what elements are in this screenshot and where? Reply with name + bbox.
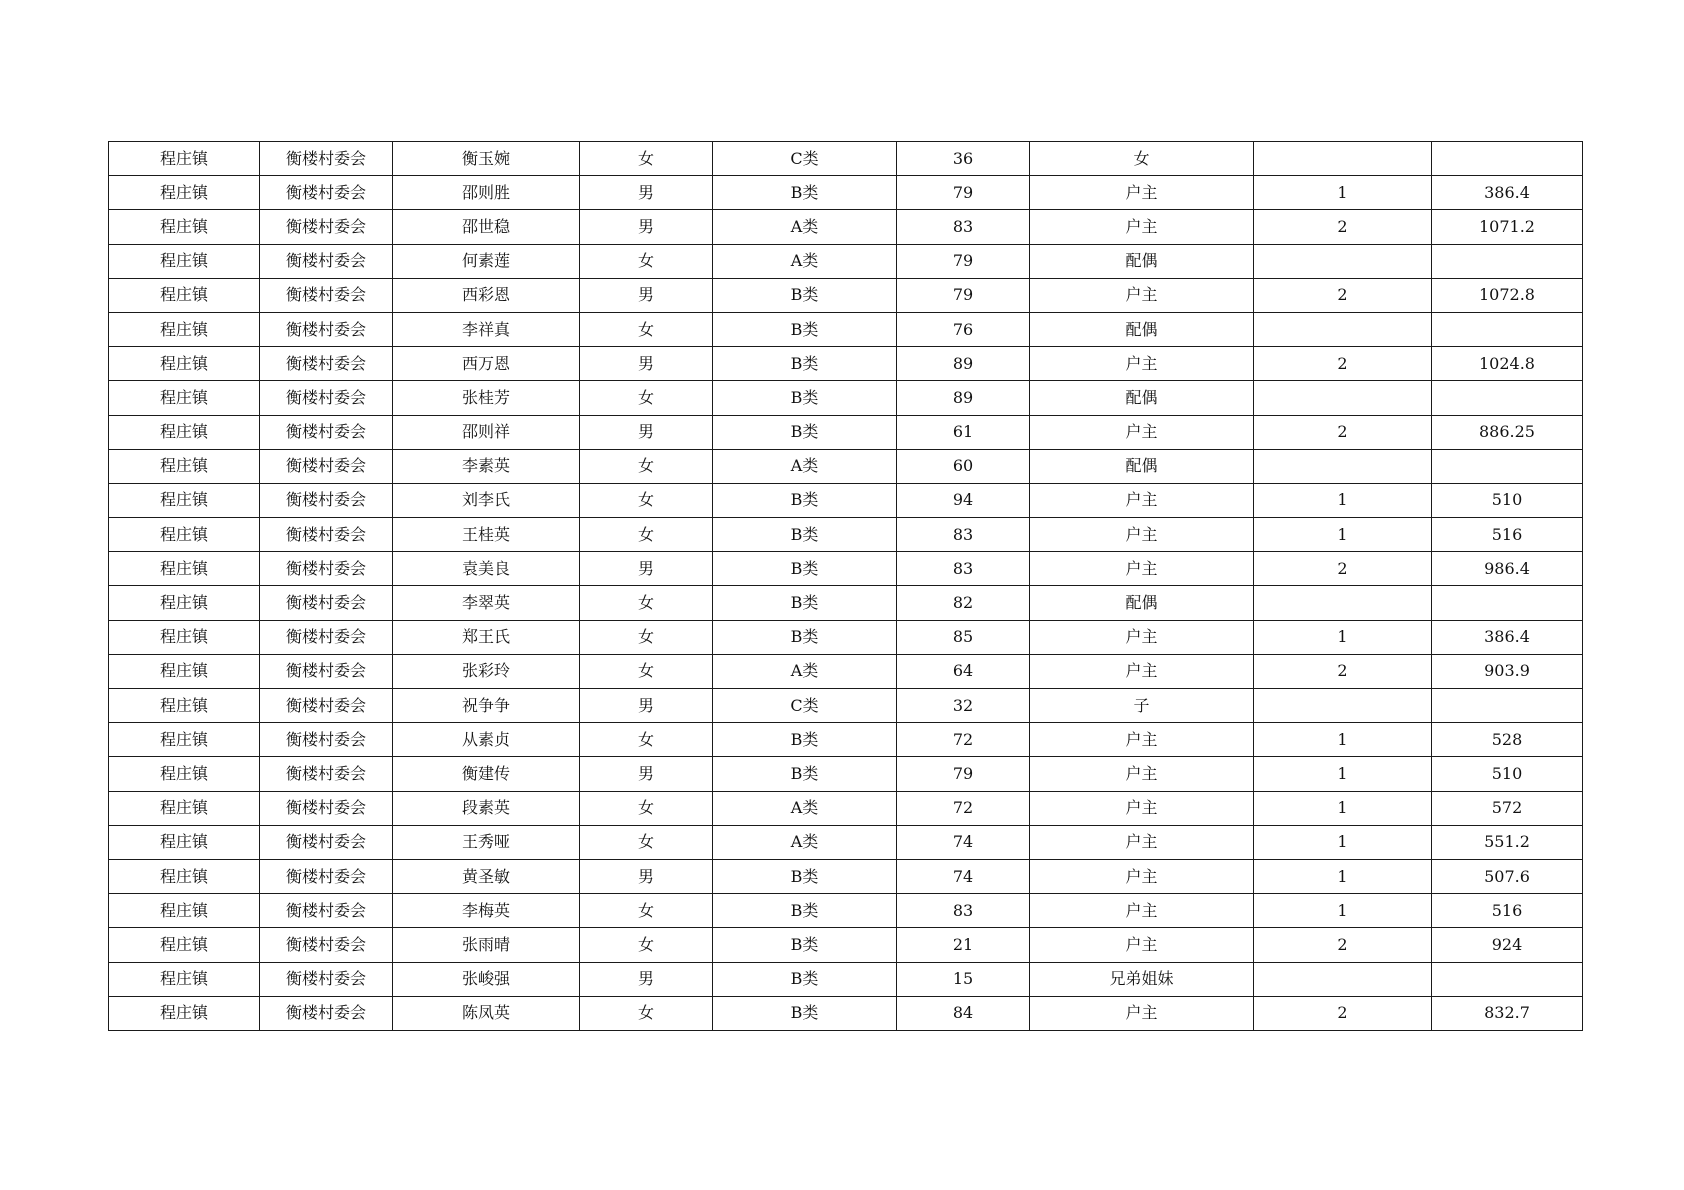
category-cell: B类 [713, 347, 897, 381]
age-cell: 85 [897, 620, 1030, 654]
household-count-cell: 1 [1254, 723, 1432, 757]
village-committee-cell: 衡楼村委会 [260, 962, 393, 996]
table-row [109, 962, 1583, 996]
table-row [109, 142, 1583, 176]
household-count-cell: 2 [1254, 415, 1432, 449]
table-row [109, 552, 1583, 586]
name-cell: 张彩玲 [393, 654, 580, 688]
name-cell: 袁美良 [393, 552, 580, 586]
relation-cell: 户主 [1030, 518, 1254, 552]
town-cell: 程庄镇 [109, 278, 260, 312]
gender-cell: 女 [580, 312, 713, 346]
village-committee-cell: 衡楼村委会 [260, 518, 393, 552]
village-committee-cell: 衡楼村委会 [260, 757, 393, 791]
household-count-cell: 1 [1254, 859, 1432, 893]
amount-cell [1432, 142, 1583, 176]
table-row [109, 278, 1583, 312]
amount-cell: 1024.8 [1432, 347, 1583, 381]
town-cell: 程庄镇 [109, 142, 260, 176]
town-cell: 程庄镇 [109, 620, 260, 654]
name-cell: 刘李氏 [393, 483, 580, 517]
name-cell: 段素英 [393, 791, 580, 825]
village-committee-cell: 衡楼村委会 [260, 552, 393, 586]
relation-cell: 户主 [1030, 723, 1254, 757]
category-cell: B类 [713, 894, 897, 928]
name-cell: 西万恩 [393, 347, 580, 381]
category-cell: B类 [713, 518, 897, 552]
age-cell: 15 [897, 962, 1030, 996]
table-row [109, 244, 1583, 278]
category-cell: B类 [713, 962, 897, 996]
relation-cell: 户主 [1030, 176, 1254, 210]
category-cell: A类 [713, 244, 897, 278]
amount-cell: 924 [1432, 928, 1583, 962]
household-count-cell: 1 [1254, 825, 1432, 859]
amount-cell: 510 [1432, 483, 1583, 517]
table-body [109, 142, 1583, 1031]
village-committee-cell: 衡楼村委会 [260, 415, 393, 449]
town-cell: 程庄镇 [109, 449, 260, 483]
age-cell: 79 [897, 757, 1030, 791]
age-cell: 72 [897, 723, 1030, 757]
amount-cell: 516 [1432, 518, 1583, 552]
table-row [109, 723, 1583, 757]
household-count-cell: 1 [1254, 483, 1432, 517]
gender-cell: 女 [580, 244, 713, 278]
gender-cell: 男 [580, 415, 713, 449]
village-committee-cell: 衡楼村委会 [260, 689, 393, 723]
gender-cell: 女 [580, 620, 713, 654]
gender-cell: 男 [580, 210, 713, 244]
village-committee-cell: 衡楼村委会 [260, 176, 393, 210]
age-cell: 89 [897, 381, 1030, 415]
gender-cell: 女 [580, 928, 713, 962]
village-committee-cell: 衡楼村委会 [260, 312, 393, 346]
name-cell: 衡玉婉 [393, 142, 580, 176]
age-cell: 84 [897, 996, 1030, 1030]
category-cell: B类 [713, 552, 897, 586]
household-count-cell: 1 [1254, 791, 1432, 825]
category-cell: B类 [713, 996, 897, 1030]
relation-cell: 配偶 [1030, 381, 1254, 415]
amount-cell [1432, 449, 1583, 483]
village-committee-cell: 衡楼村委会 [260, 483, 393, 517]
table-row [109, 859, 1583, 893]
name-cell: 何素莲 [393, 244, 580, 278]
age-cell: 74 [897, 825, 1030, 859]
amount-cell [1432, 586, 1583, 620]
table-row [109, 518, 1583, 552]
household-count-cell [1254, 312, 1432, 346]
category-cell: A类 [713, 825, 897, 859]
amount-cell: 528 [1432, 723, 1583, 757]
table-row [109, 894, 1583, 928]
gender-cell: 女 [580, 791, 713, 825]
relation-cell: 户主 [1030, 620, 1254, 654]
gender-cell: 女 [580, 825, 713, 859]
table-row [109, 689, 1583, 723]
amount-cell: 551.2 [1432, 825, 1583, 859]
relation-cell: 户主 [1030, 278, 1254, 312]
household-count-cell: 2 [1254, 996, 1432, 1030]
category-cell: A类 [713, 210, 897, 244]
name-cell: 衡建传 [393, 757, 580, 791]
table-container [108, 141, 1583, 1031]
gender-cell: 男 [580, 689, 713, 723]
relation-cell: 户主 [1030, 825, 1254, 859]
village-committee-cell: 衡楼村委会 [260, 244, 393, 278]
gender-cell: 女 [580, 894, 713, 928]
age-cell: 61 [897, 415, 1030, 449]
amount-cell [1432, 381, 1583, 415]
gender-cell: 女 [580, 381, 713, 415]
category-cell: B类 [713, 859, 897, 893]
amount-cell: 510 [1432, 757, 1583, 791]
relation-cell: 户主 [1030, 347, 1254, 381]
age-cell: 79 [897, 176, 1030, 210]
age-cell: 79 [897, 244, 1030, 278]
amount-cell [1432, 962, 1583, 996]
age-cell: 64 [897, 654, 1030, 688]
amount-cell [1432, 312, 1583, 346]
town-cell: 程庄镇 [109, 723, 260, 757]
relation-cell: 户主 [1030, 859, 1254, 893]
relation-cell: 女 [1030, 142, 1254, 176]
relation-cell: 配偶 [1030, 586, 1254, 620]
relation-cell: 户主 [1030, 654, 1254, 688]
category-cell: A类 [713, 791, 897, 825]
town-cell: 程庄镇 [109, 825, 260, 859]
relation-cell: 配偶 [1030, 312, 1254, 346]
relation-cell: 户主 [1030, 757, 1254, 791]
category-cell: B类 [713, 757, 897, 791]
data-table [108, 141, 1583, 1031]
household-count-cell [1254, 962, 1432, 996]
household-count-cell [1254, 142, 1432, 176]
amount-cell: 832.7 [1432, 996, 1583, 1030]
town-cell: 程庄镇 [109, 654, 260, 688]
town-cell: 程庄镇 [109, 518, 260, 552]
category-cell: C类 [713, 142, 897, 176]
name-cell: 李祥真 [393, 312, 580, 346]
age-cell: 36 [897, 142, 1030, 176]
table-row [109, 483, 1583, 517]
gender-cell: 男 [580, 757, 713, 791]
name-cell: 黄圣敏 [393, 859, 580, 893]
amount-cell: 507.6 [1432, 859, 1583, 893]
table-row [109, 825, 1583, 859]
amount-cell: 1071.2 [1432, 210, 1583, 244]
village-committee-cell: 衡楼村委会 [260, 825, 393, 859]
name-cell: 王秀哑 [393, 825, 580, 859]
age-cell: 83 [897, 210, 1030, 244]
category-cell: B类 [713, 176, 897, 210]
age-cell: 32 [897, 689, 1030, 723]
gender-cell: 女 [580, 996, 713, 1030]
age-cell: 74 [897, 859, 1030, 893]
name-cell: 李翠英 [393, 586, 580, 620]
category-cell: B类 [713, 483, 897, 517]
town-cell: 程庄镇 [109, 415, 260, 449]
age-cell: 21 [897, 928, 1030, 962]
table-row [109, 586, 1583, 620]
town-cell: 程庄镇 [109, 552, 260, 586]
town-cell: 程庄镇 [109, 996, 260, 1030]
household-count-cell: 1 [1254, 894, 1432, 928]
town-cell: 程庄镇 [109, 312, 260, 346]
town-cell: 程庄镇 [109, 244, 260, 278]
name-cell: 李梅英 [393, 894, 580, 928]
relation-cell: 户主 [1030, 210, 1254, 244]
village-committee-cell: 衡楼村委会 [260, 894, 393, 928]
relation-cell: 户主 [1030, 483, 1254, 517]
table-row [109, 347, 1583, 381]
name-cell: 邵世稳 [393, 210, 580, 244]
household-count-cell [1254, 244, 1432, 278]
name-cell: 从素贞 [393, 723, 580, 757]
amount-cell: 572 [1432, 791, 1583, 825]
name-cell: 祝争争 [393, 689, 580, 723]
town-cell: 程庄镇 [109, 791, 260, 825]
household-count-cell [1254, 449, 1432, 483]
household-count-cell: 1 [1254, 757, 1432, 791]
age-cell: 83 [897, 894, 1030, 928]
amount-cell: 903.9 [1432, 654, 1583, 688]
village-committee-cell: 衡楼村委会 [260, 620, 393, 654]
gender-cell: 女 [580, 518, 713, 552]
category-cell: B类 [713, 381, 897, 415]
village-committee-cell: 衡楼村委会 [260, 278, 393, 312]
table-row [109, 176, 1583, 210]
amount-cell: 516 [1432, 894, 1583, 928]
gender-cell: 女 [580, 142, 713, 176]
amount-cell: 1072.8 [1432, 278, 1583, 312]
table-row [109, 381, 1583, 415]
category-cell: B类 [713, 312, 897, 346]
name-cell: 李素英 [393, 449, 580, 483]
name-cell: 邵则祥 [393, 415, 580, 449]
age-cell: 83 [897, 552, 1030, 586]
relation-cell: 户主 [1030, 415, 1254, 449]
household-count-cell [1254, 586, 1432, 620]
amount-cell: 386.4 [1432, 176, 1583, 210]
table-row [109, 791, 1583, 825]
name-cell: 王桂英 [393, 518, 580, 552]
relation-cell: 配偶 [1030, 244, 1254, 278]
household-count-cell: 1 [1254, 176, 1432, 210]
town-cell: 程庄镇 [109, 757, 260, 791]
table-row [109, 449, 1583, 483]
household-count-cell: 2 [1254, 552, 1432, 586]
amount-cell: 986.4 [1432, 552, 1583, 586]
household-count-cell: 1 [1254, 518, 1432, 552]
table-row [109, 415, 1583, 449]
gender-cell: 女 [580, 483, 713, 517]
amount-cell: 886.25 [1432, 415, 1583, 449]
category-cell: A类 [713, 654, 897, 688]
town-cell: 程庄镇 [109, 928, 260, 962]
relation-cell: 兄弟姐妹 [1030, 962, 1254, 996]
gender-cell: 男 [580, 278, 713, 312]
name-cell: 陈凤英 [393, 996, 580, 1030]
relation-cell: 户主 [1030, 552, 1254, 586]
gender-cell: 女 [580, 723, 713, 757]
category-cell: B类 [713, 928, 897, 962]
category-cell: B类 [713, 620, 897, 654]
table-row [109, 928, 1583, 962]
gender-cell: 男 [580, 347, 713, 381]
gender-cell: 女 [580, 654, 713, 688]
household-count-cell: 2 [1254, 654, 1432, 688]
gender-cell: 男 [580, 962, 713, 996]
table-row [109, 757, 1583, 791]
village-committee-cell: 衡楼村委会 [260, 210, 393, 244]
town-cell: 程庄镇 [109, 894, 260, 928]
town-cell: 程庄镇 [109, 962, 260, 996]
gender-cell: 男 [580, 859, 713, 893]
age-cell: 72 [897, 791, 1030, 825]
household-count-cell: 2 [1254, 210, 1432, 244]
town-cell: 程庄镇 [109, 689, 260, 723]
household-count-cell: 2 [1254, 928, 1432, 962]
category-cell: C类 [713, 689, 897, 723]
town-cell: 程庄镇 [109, 381, 260, 415]
household-count-cell: 1 [1254, 620, 1432, 654]
category-cell: B类 [713, 723, 897, 757]
age-cell: 94 [897, 483, 1030, 517]
village-committee-cell: 衡楼村委会 [260, 142, 393, 176]
gender-cell: 女 [580, 586, 713, 620]
village-committee-cell: 衡楼村委会 [260, 654, 393, 688]
name-cell: 张峻强 [393, 962, 580, 996]
category-cell: B类 [713, 586, 897, 620]
age-cell: 82 [897, 586, 1030, 620]
village-committee-cell: 衡楼村委会 [260, 449, 393, 483]
name-cell: 邵则胜 [393, 176, 580, 210]
table-row [109, 654, 1583, 688]
age-cell: 79 [897, 278, 1030, 312]
household-count-cell: 2 [1254, 278, 1432, 312]
name-cell: 张雨晴 [393, 928, 580, 962]
village-committee-cell: 衡楼村委会 [260, 381, 393, 415]
town-cell: 程庄镇 [109, 586, 260, 620]
gender-cell: 男 [580, 552, 713, 586]
table-row [109, 312, 1583, 346]
relation-cell: 户主 [1030, 894, 1254, 928]
village-committee-cell: 衡楼村委会 [260, 791, 393, 825]
town-cell: 程庄镇 [109, 483, 260, 517]
amount-cell: 386.4 [1432, 620, 1583, 654]
town-cell: 程庄镇 [109, 176, 260, 210]
name-cell: 西彩恩 [393, 278, 580, 312]
amount-cell [1432, 689, 1583, 723]
age-cell: 89 [897, 347, 1030, 381]
village-committee-cell: 衡楼村委会 [260, 928, 393, 962]
age-cell: 76 [897, 312, 1030, 346]
household-count-cell [1254, 381, 1432, 415]
relation-cell: 配偶 [1030, 449, 1254, 483]
name-cell: 郑王氏 [393, 620, 580, 654]
amount-cell [1432, 244, 1583, 278]
relation-cell: 户主 [1030, 928, 1254, 962]
table-row [109, 620, 1583, 654]
table-row [109, 996, 1583, 1030]
relation-cell: 户主 [1030, 791, 1254, 825]
age-cell: 83 [897, 518, 1030, 552]
village-committee-cell: 衡楼村委会 [260, 996, 393, 1030]
relation-cell: 子 [1030, 689, 1254, 723]
village-committee-cell: 衡楼村委会 [260, 347, 393, 381]
table-row [109, 210, 1583, 244]
relation-cell: 户主 [1030, 996, 1254, 1030]
village-committee-cell: 衡楼村委会 [260, 586, 393, 620]
town-cell: 程庄镇 [109, 347, 260, 381]
town-cell: 程庄镇 [109, 210, 260, 244]
village-committee-cell: 衡楼村委会 [260, 859, 393, 893]
category-cell: A类 [713, 449, 897, 483]
gender-cell: 男 [580, 176, 713, 210]
household-count-cell [1254, 689, 1432, 723]
gender-cell: 女 [580, 449, 713, 483]
name-cell: 张桂芳 [393, 381, 580, 415]
household-count-cell: 2 [1254, 347, 1432, 381]
village-committee-cell: 衡楼村委会 [260, 723, 393, 757]
category-cell: B类 [713, 278, 897, 312]
category-cell: B类 [713, 415, 897, 449]
age-cell: 60 [897, 449, 1030, 483]
town-cell: 程庄镇 [109, 859, 260, 893]
